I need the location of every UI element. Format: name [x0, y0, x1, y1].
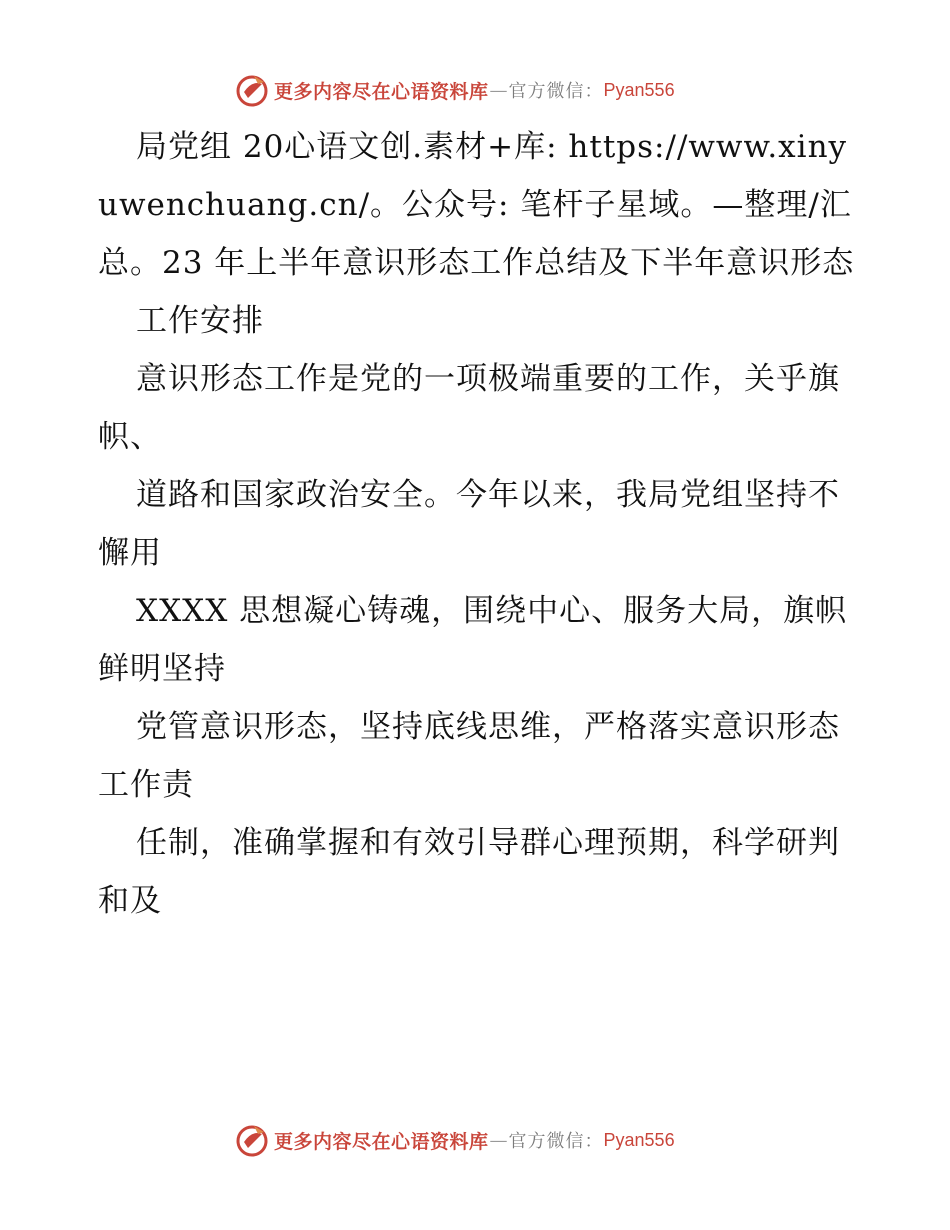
- banner-wechat-id: Pyan556: [603, 79, 675, 100]
- header-banner: [234, 70, 675, 110]
- xinyu-logo-icon: [234, 1122, 270, 1158]
- paragraph-body: XXXX 思想凝心铸魂，围绕中心、服务大局，旗帜鲜明坚持: [98, 593, 848, 687]
- paragraph-subtitle: 工作安排: [136, 303, 264, 339]
- paragraph-title: 局党组 20心语文创.素材+库: https://www.xinyuwenchuang.cn/。公众号: 笔杆子星域。—整理/汇总。23 年上半年意识形态工作总结及下半年意识形态: [98, 129, 855, 281]
- xinyu-logo-icon: [234, 72, 270, 108]
- banner-title: 更多内容尽在心语资料库: [274, 80, 489, 103]
- paragraph-body: 任制，准确掌握和有效引导群心理预期，科学研判和及: [98, 825, 840, 919]
- footer-banner: [234, 1120, 675, 1160]
- banner-dash: —: [489, 1129, 508, 1151]
- document-body: [98, 118, 858, 930]
- banner-dash: —: [489, 79, 508, 101]
- paragraph-body: 党管意识形态，坚持底线思维，严格落实意识形态工作责: [98, 709, 840, 803]
- banner-wechat-label: 官方微信：: [508, 1131, 604, 1152]
- banner-title: 更多内容尽在心语资料库: [274, 1130, 489, 1153]
- banner-wechat-id: Pyan556: [603, 1129, 675, 1150]
- banner-wechat-label: 官方微信：: [508, 81, 604, 102]
- paragraph-body: 意识形态工作是党的一项极端重要的工作，关乎旗帜、: [98, 361, 840, 455]
- paragraph-body: 道路和国家政治安全。今年以来，我局党组坚持不懈用: [98, 477, 840, 571]
